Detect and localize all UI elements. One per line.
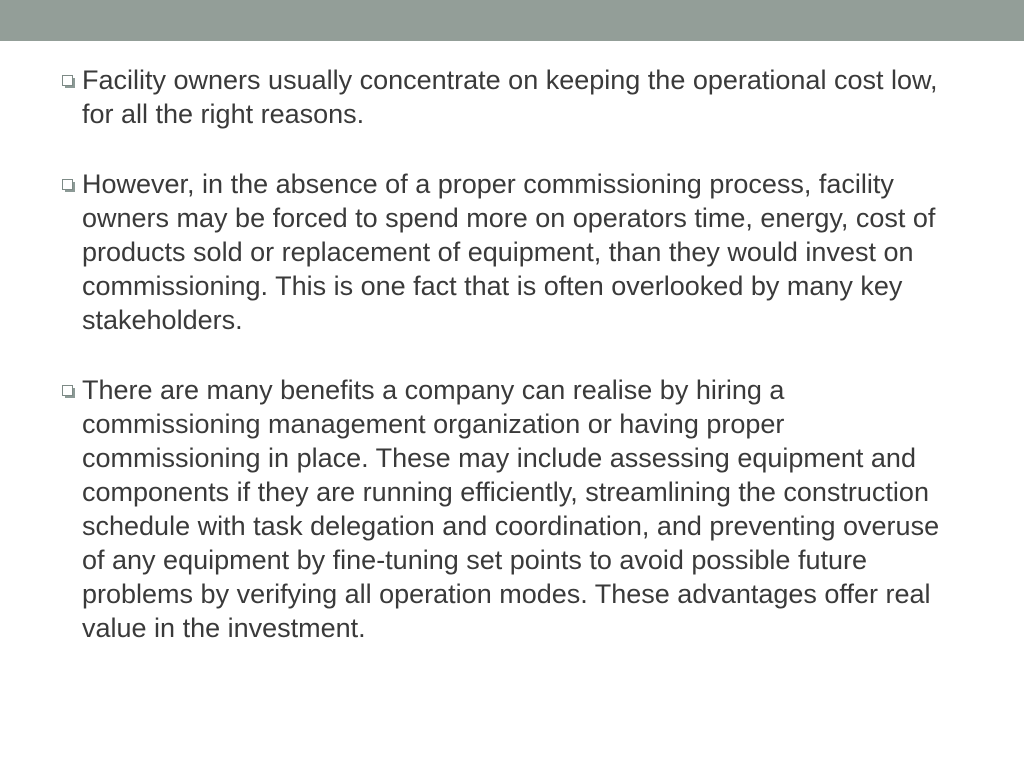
bullet-text: However, in the absence of a proper commissioning process, facility owners may be forced to spend more on operators time, energy, cost of products sold or replacement of equipment, than they would invest on commissioning. This is one fact that is often overlooked by many key stakeholders. (82, 169, 936, 335)
square-bullet-icon (62, 385, 76, 399)
square-bullet-icon (62, 179, 76, 193)
header-bar (0, 0, 1024, 41)
slide-body (62, 63, 966, 681)
square-bullet-icon (62, 75, 76, 89)
bullet-item-3 (62, 373, 966, 645)
bullet-item-2 (62, 167, 966, 337)
bullet-text: Facility owners usually concentrate on keeping the operational cost low, for all the right reasons. (82, 65, 938, 129)
bullet-item-1 (62, 63, 966, 131)
bullet-text: There are many benefits a company can realise by hiring a commissioning management organization or having proper commissioning in place. These may include assessing equipment and components if they are running efficiently, streamlining the construction schedule with task delegation and coordination, and preventing overuse of any equipment by fine-tuning set points to avoid possible future problems by verifying all operation modes. These advantages offer real value in the investment. (82, 375, 940, 643)
